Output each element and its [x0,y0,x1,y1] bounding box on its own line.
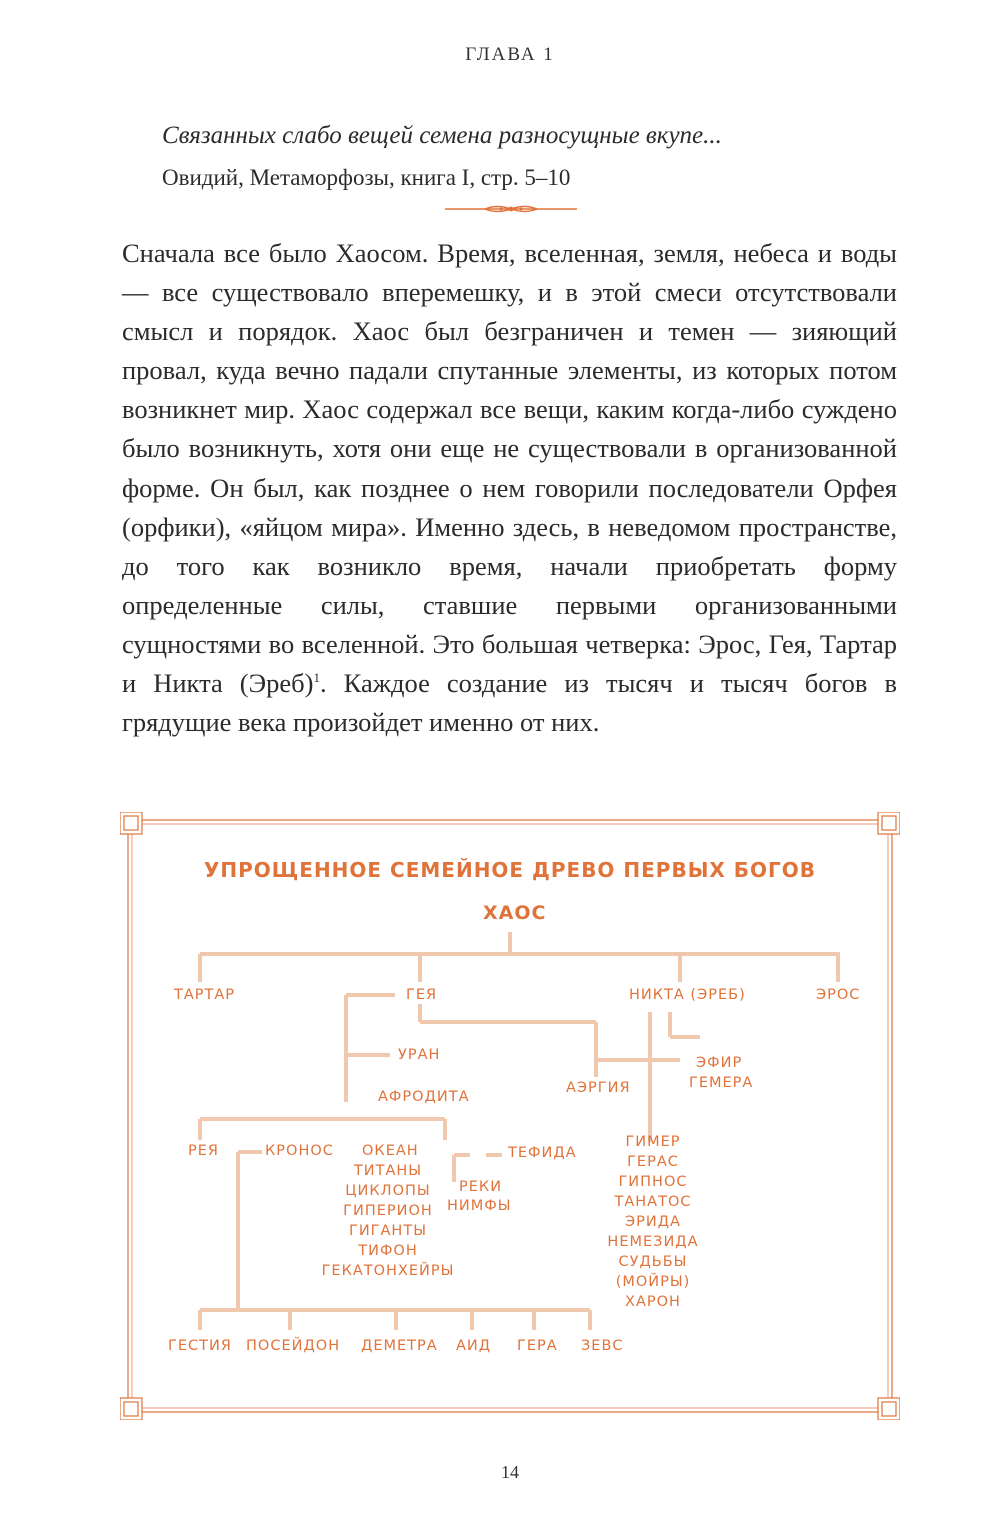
nyx-children-list [598,1132,708,1312]
node-tartarus: ТАРТАР [174,987,236,1003]
node-hemera: ГЕМЕРА [689,1075,754,1091]
node-tethys: ТЕФИДА [508,1145,577,1161]
list-item: ГИПНОС [618,1174,688,1190]
epigraph [162,118,722,194]
node-kronos: КРОНОС [265,1143,334,1159]
chapter-header: ГЛАВА 1 [465,44,555,65]
list-item: НЕМЕЗИДА [607,1234,699,1250]
list-item: ЦИКЛОПЫ [345,1183,431,1199]
list-item: (МОЙРЫ) [615,1274,691,1290]
body-paragraph [122,234,897,742]
node-rivers: РЕКИ [459,1179,503,1195]
node-aergia: АЭРГИЯ [566,1080,631,1096]
node-aether: ЭФИР [696,1055,743,1071]
node-hera: ГЕРА [517,1338,558,1354]
node-eros: ЭРОС [816,987,861,1003]
list-item: ГЕРАС [627,1154,679,1170]
node-gaia: ГЕЯ [406,987,438,1003]
node-poseidon: ПОСЕЙДОН [246,1338,341,1354]
uranus-children-list [318,1161,458,1281]
node-aphrodite: АФРОДИТА [378,1089,470,1105]
page-number: 14 [501,1462,519,1482]
list-item: ХАРОН [625,1294,681,1310]
family-tree-title: УПРОЩЕННОЕ СЕМЕЙНОЕ ДРЕВО ПЕРВЫХ БОГОВ [203,858,817,882]
list-item: ТАНАТОС [614,1194,692,1210]
list-item: ГИПЕРИОН [343,1203,433,1219]
list-item: ТИТАНЫ [353,1163,423,1179]
epigraph-quote: Связанных слабо вещей семена разносущные вкупе... [162,122,722,149]
node-rhea: РЕЯ [188,1143,219,1159]
body-text-part-1: Сначала все было Хаосом. Время, вселенная, земля, небеса и воды — все существовало вперемешку, и в этой смеси отсутствовали смысл и порядок. Хаос был безграничен и темен — зияющий провал, куда вечно падали спутанные элементы, из которых потом возникнет мир. Хаос содержал все вещи, каким когда-либо суждено было возникнуть, хотя они еще не существовали в организованной форме. Он был, как позднее о нем говорили последователи Орфея (орфики), «яйцом мира». Именно здесь, в неведомом пространстве, до того как возникло время, начали приобретать форму определенные силы, ставшие первыми организованными сущностями во вселенной. Это большая четверка: Эрос, Гея, Тартар и Никта (Эреб) [122,238,897,699]
list-item: ГЕКАТОНХЕЙРЫ [321,1263,455,1279]
list-item: ГИГАНТЫ [348,1223,427,1239]
node-uranus: УРАН [398,1047,441,1063]
node-hestia: ГЕСТИЯ [168,1338,232,1354]
epigraph-source: Овидий, Метаморфозы, книга I, стр. 5–10 [162,165,571,190]
list-item: ГИМЕР [625,1134,681,1150]
divider-ornament [445,202,577,216]
node-zeus: ЗЕВС [581,1338,624,1354]
node-demeter: ДЕМЕТРА [361,1338,438,1354]
node-nymphs: НИМФЫ [447,1198,512,1214]
footnote-ref[interactable]: 1 [313,670,320,686]
node-hades: АИД [456,1338,492,1354]
node-oceanus: ОКЕАН [362,1143,419,1159]
body-text-part-2: . Каждое создание из тысяч и тысяч богов в грядущие века произойдет именно от них. [122,668,897,738]
list-item: ТИФОН [358,1243,418,1259]
node-chaos: ХАОС [483,902,547,924]
list-item: СУДЬБЫ [618,1254,688,1270]
node-nyx: НИКТА (ЭРЕБ) [629,987,746,1003]
list-item: ЭРИДА [625,1214,681,1230]
